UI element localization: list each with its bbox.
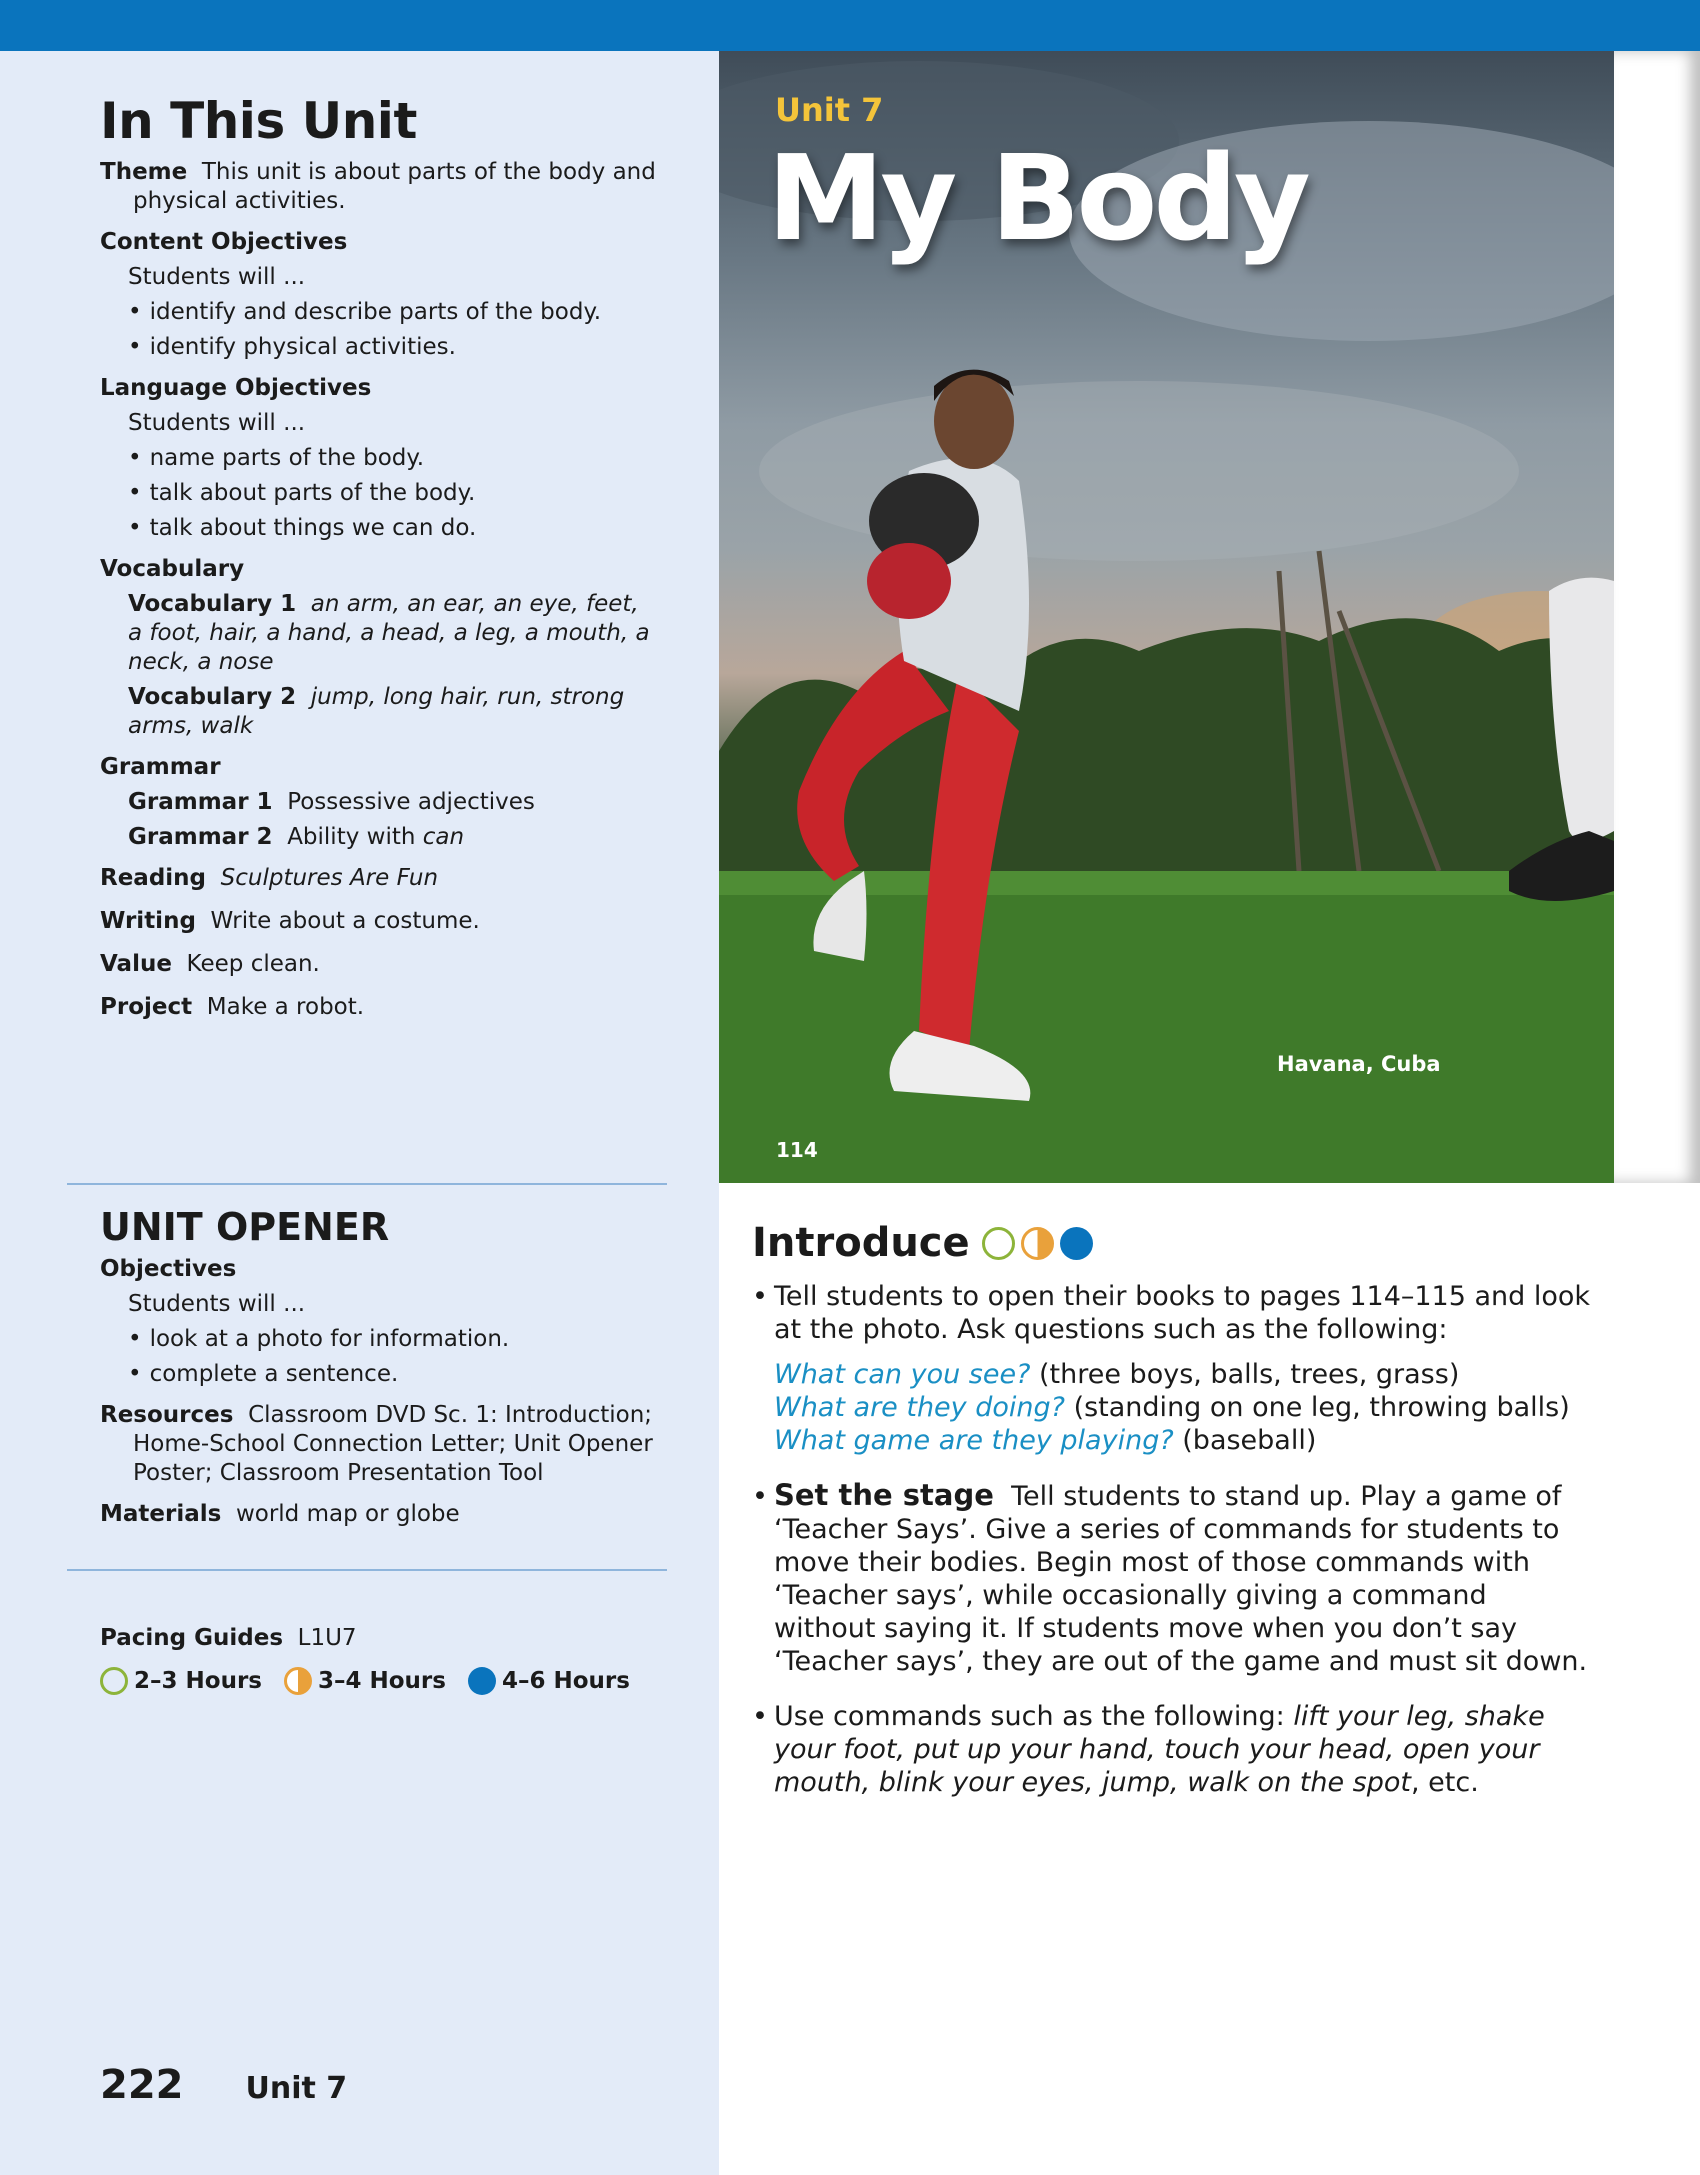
full-circle-icon <box>468 1667 496 1695</box>
divider <box>67 1569 667 1571</box>
opener-objectives-label: Objectives <box>100 1256 237 1282</box>
photo-page-number: 114 <box>776 1138 818 1162</box>
content-item: • identify physical activities. <box>100 333 660 362</box>
pacing-option-medium: 3–4 Hours <box>284 1667 446 1695</box>
introduce-section <box>752 1220 1592 1799</box>
grammar-1: Grammar 1 Possessive adjectives <box>128 789 535 815</box>
question-line: What are they doing? (standing on one leg, throwing balls) <box>774 1392 1570 1423</box>
half-circle-icon <box>284 1667 312 1695</box>
project-row: Project Make a robot. <box>100 994 365 1020</box>
introduce-bullet-2: • Set the stage Tell students to stand up. Play a game of ‘Teacher Says’. Give a series of commands for students to move their bodies. Begin most of those commands with ‘Teacher says’, while occasionally giving a command without saying it. If students move when you don’t say ‘Teacher says’, they are out of the game and must sit down. <box>752 1479 1592 1678</box>
pacing-label-row: Pacing Guides L1U7 <box>100 1625 357 1651</box>
vocabulary-1: Vocabulary 1 an arm, an ear, an eye, feet, a foot, hair, a hand, a head, a leg, a mouth, a neck, a nose <box>128 591 650 675</box>
introduce-heading: Introduce <box>752 1220 1592 1266</box>
content-objectives-label: Content Objectives <box>100 229 348 255</box>
unit-opener-section <box>100 1205 660 1529</box>
half-circle-icon <box>1021 1227 1054 1260</box>
unit-heading: In This Unit <box>100 92 417 150</box>
full-circle-icon <box>1060 1227 1093 1260</box>
resources-row: Resources Classroom DVD Sc. 1: Introduction; Home-School Connection Letter; Unit Opener Poster; Classroom Presentation Tool <box>100 1402 653 1486</box>
pacing-option-long: 4–6 Hours <box>468 1667 630 1695</box>
open-circle-icon <box>982 1227 1015 1260</box>
language-item: • name parts of the body. <box>100 444 660 473</box>
opener-item: • complete a sentence. <box>100 1360 660 1389</box>
vocabulary-label: Vocabulary <box>100 556 245 582</box>
question-line: What can you see? (three boys, balls, trees, grass) <box>774 1359 1460 1390</box>
introduce-bullet-3: • Use commands such as the following: lift your leg, shake your foot, put up your hand, touch your head, open your mouth, blink your eyes, jump, walk on the spot, etc. <box>752 1700 1592 1799</box>
language-item: • talk about parts of the body. <box>100 479 660 508</box>
unit-opener-heading: UNIT OPENER <box>100 1205 390 1249</box>
vocabulary-2: Vocabulary 2 jump, long hair, run, strong arms, walk <box>128 684 625 739</box>
language-item: • talk about things we can do. <box>100 514 660 543</box>
language-objectives-label: Language Objectives <box>100 375 372 401</box>
pacing-option-short: 2–3 Hours <box>100 1667 262 1695</box>
grammar-label: Grammar <box>100 754 221 780</box>
unit-photo <box>719 51 1614 1183</box>
reading-row: Reading Sculptures Are Fun <box>100 865 439 891</box>
photo-unit-label: Unit 7 <box>775 91 884 129</box>
unit-title: My Body <box>767 129 1307 267</box>
introduce-bullet-1: • Tell students to open their books to pages 114–115 and look at the photo. Ask questions such as the following: <box>752 1280 1592 1346</box>
opener-item: • look at a photo for information. <box>100 1325 660 1354</box>
materials-row: Materials world map or globe <box>100 1501 460 1527</box>
language-intro: Students will ... <box>128 410 306 436</box>
page-footer <box>100 2062 347 2108</box>
pacing-guides <box>100 1624 660 1695</box>
pacing-options <box>100 1667 660 1695</box>
open-circle-icon <box>100 1667 128 1695</box>
question-line: What game are they playing? (baseball) <box>774 1425 1317 1456</box>
footer-unit: Unit 7 <box>245 2071 348 2106</box>
value-row: Value Keep clean. <box>100 951 320 977</box>
in-this-unit-section <box>100 92 660 1022</box>
content-intro: Students will ... <box>128 264 306 290</box>
writing-row: Writing Write about a costume. <box>100 908 480 934</box>
page-number: 222 <box>100 2062 184 2108</box>
content-item: • identify and describe parts of the body. <box>100 298 660 327</box>
divider <box>67 1183 667 1185</box>
theme-row: Theme This unit is about parts of the body and physical activities. <box>100 159 656 214</box>
opener-intro: Students will ... <box>128 1291 306 1317</box>
page-edge-shadow <box>1614 51 1700 1183</box>
grammar-2: Grammar 2 Ability with can <box>128 824 465 850</box>
photo-caption: Havana, Cuba <box>1277 1052 1441 1076</box>
top-banner <box>0 0 1700 51</box>
